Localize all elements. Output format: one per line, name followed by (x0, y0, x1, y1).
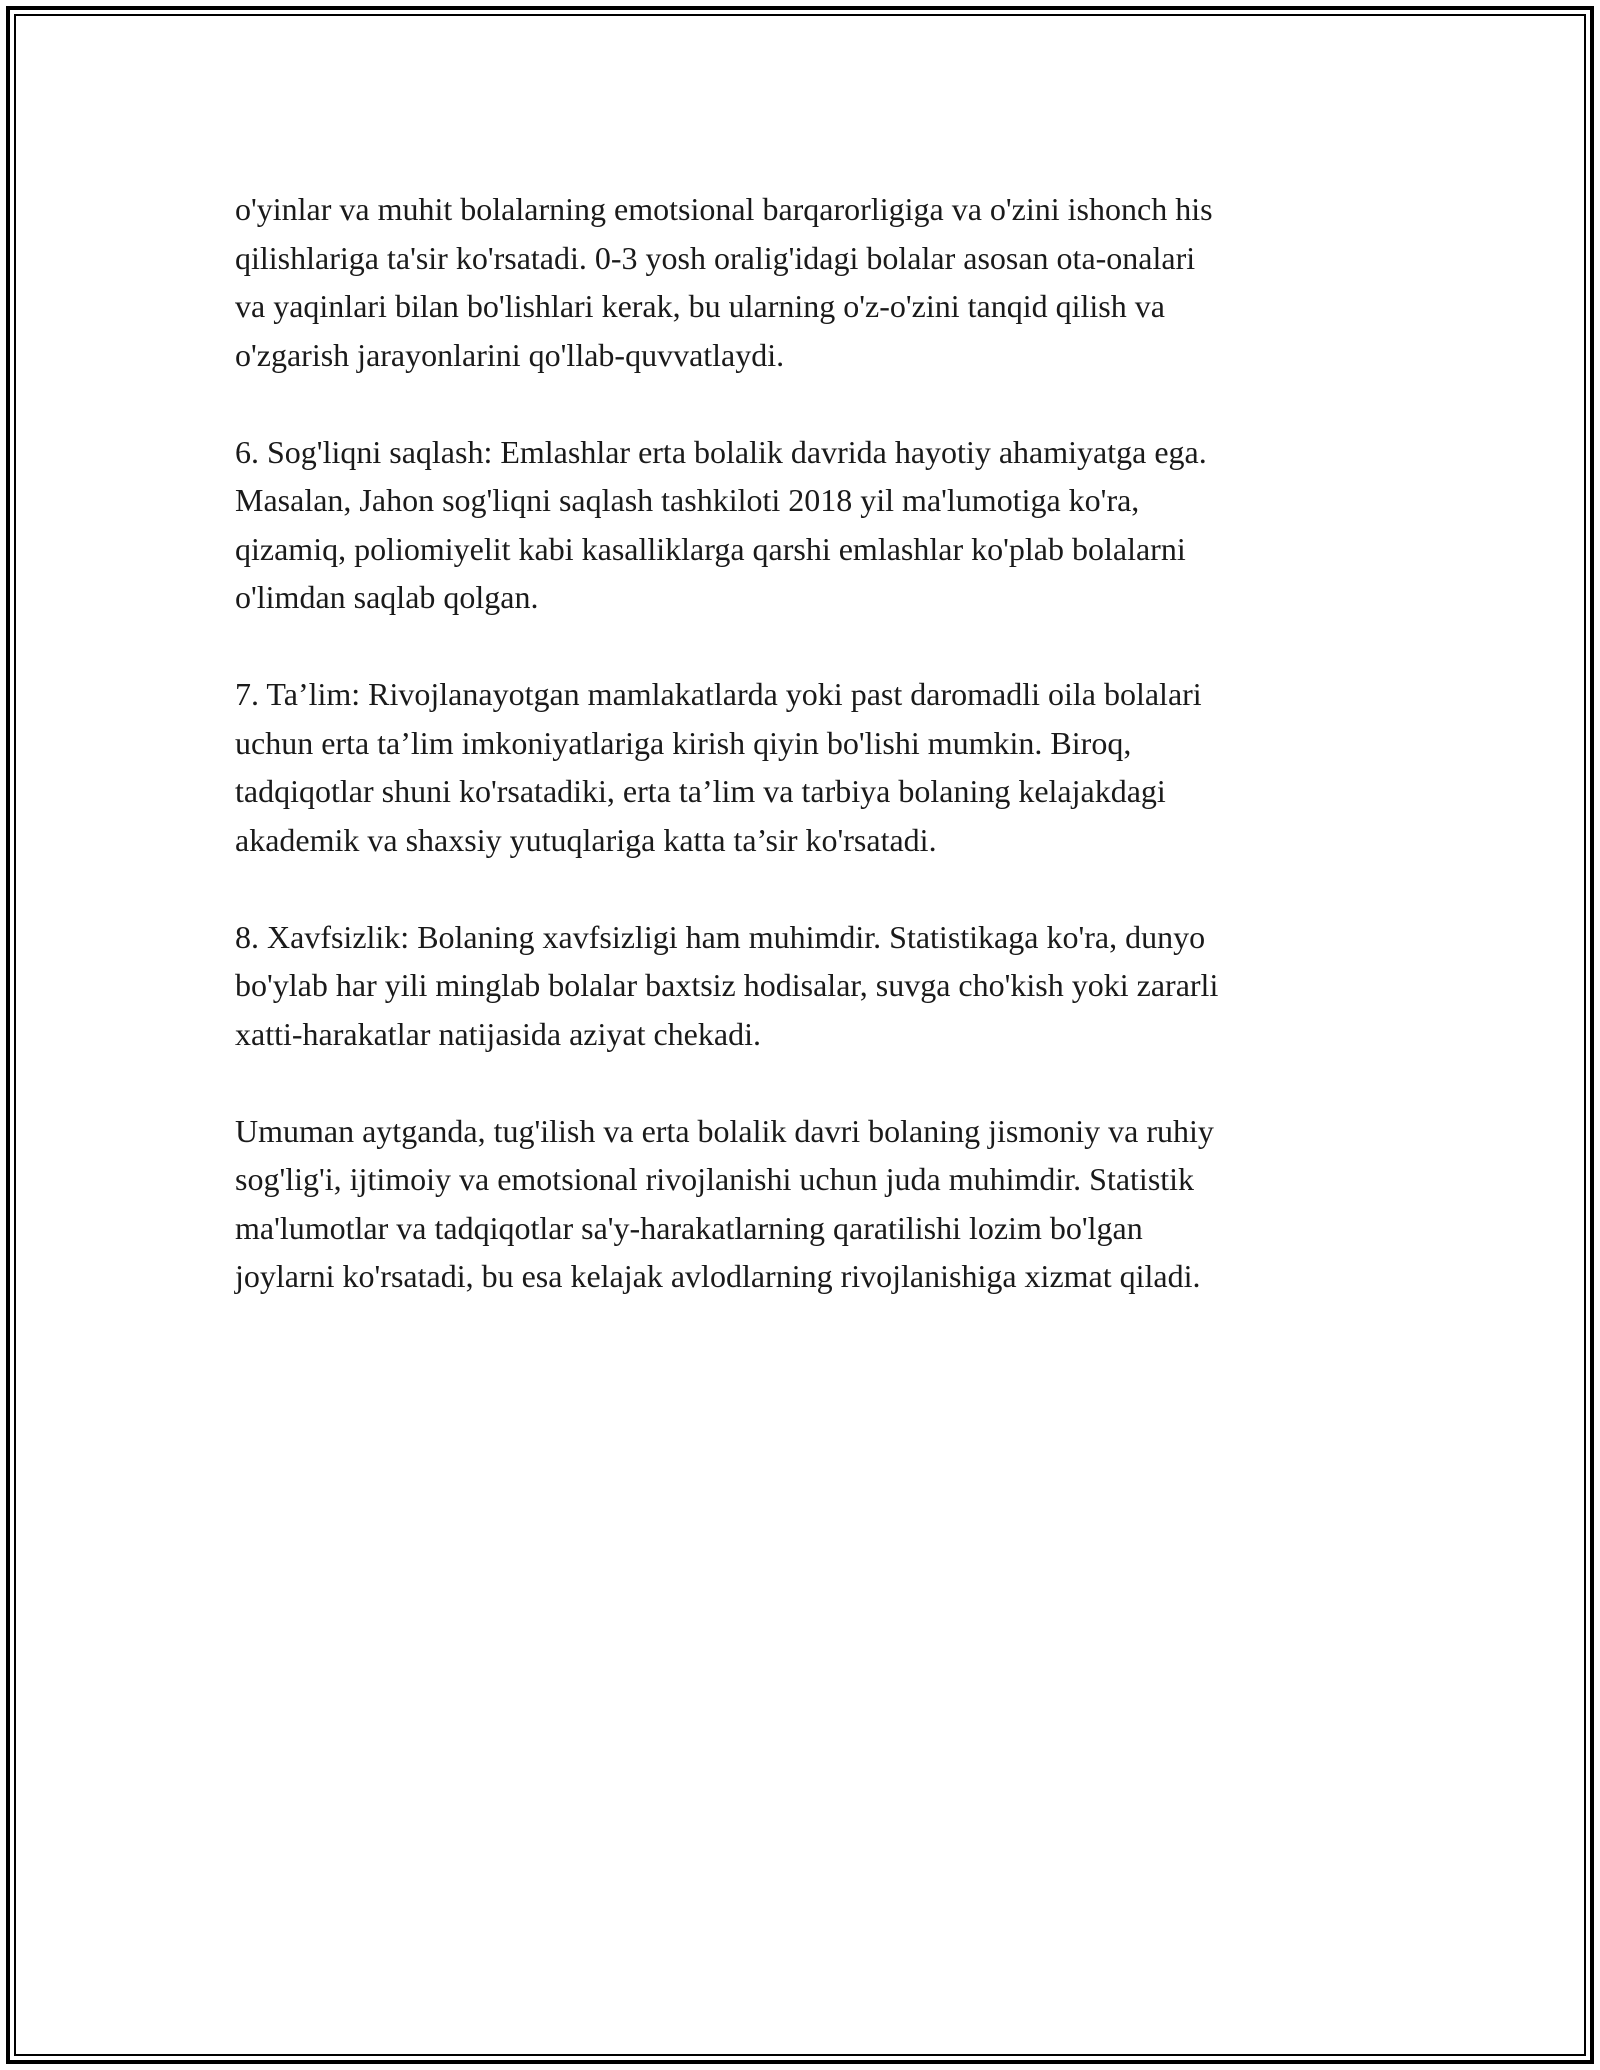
text-line: o'yinlar va muhit bolalarning emotsional barqarorligiga va o'zini ishonch his (235, 191, 1213, 227)
text-line: tadqiqotlar shuni ko'rsatadiki, erta ta’lim va tarbiya bolaning kelajakdagi (235, 773, 1166, 809)
text-line: qilishlariga ta'sir ko'rsatadi. 0-3 yosh oralig'idagi bolalar asosan ota-onalari (235, 239, 1196, 276)
paragraph-education (235, 670, 1385, 864)
document-body (235, 185, 1385, 1349)
text-line: akademik va shaxsiy yutuqlariga katta ta’sir ko'rsatadi. (235, 821, 937, 858)
text-line: joylarni ko'rsatadi, bu esa kelajak avlodlarning rivojlanishiga xizmat qiladi. (235, 1258, 1201, 1294)
text-line: Masalan, Jahon sog'liqni saqlash tashkiloti 2018 yil ma'lumotiga ko'ra, (235, 482, 1140, 518)
text-line: va yaqinlari bilan bo'lishlari kerak, bu ularning o'z-o'zini tanqid qilish va (235, 288, 1165, 324)
text-line: ma'lumotlar va tadqiqotlar sa'y-harakatlarning qaratilishi lozim bo'lgan (235, 1209, 1143, 1246)
text-line: xatti-harakatlar natijasida aziyat chekadi. (235, 1015, 761, 1052)
paragraph-safety (235, 913, 1385, 1059)
text-line: Umuman aytganda, tug'ilish va erta bolalik davri bolaning jismoniy va ruhiy (235, 1112, 1214, 1149)
text-line: uchun erta ta’lim imkoniyatlariga kirish qiyin bo'lishi mumkin. Biroq, (235, 724, 1132, 761)
text-line: 8. Xavfsizlik: Bolaning xavfsizligi ham muhimdir. Statistikaga ko'ra, dunyo (235, 918, 1206, 955)
text-line: sog'lig'i, ijtimoiy va emotsional rivojlanishi uchun juda muhimdir. Statistik (235, 1161, 1195, 1197)
text-line: o'zgarish jarayonlarini qo'llab-quvvatlaydi. (235, 336, 785, 373)
text-line: 6. Sog'liqni saqlash: Emlashlar erta bolalik davrida hayotiy ahamiyatga ega. (235, 433, 1207, 470)
text-line: 7. Ta’lim: Rivojlanayotgan mamlakatlarda yoki past daromadli oila bolalari (235, 676, 1202, 712)
paragraph-conclusion (235, 1107, 1385, 1301)
text-line: o'limdan saqlab qolgan. (235, 579, 539, 615)
text-line: bo'ylab har yili minglab bolalar baxtsiz hodisalar, suvga cho'kish yoki zararli (235, 967, 1219, 1003)
paragraph-health-care (235, 428, 1385, 622)
paragraph-emotional-stability (235, 185, 1385, 379)
text-line: qizamiq, poliomiyelit kabi kasalliklarga qarshi emlashlar ko'plab bolalarni (235, 530, 1186, 567)
